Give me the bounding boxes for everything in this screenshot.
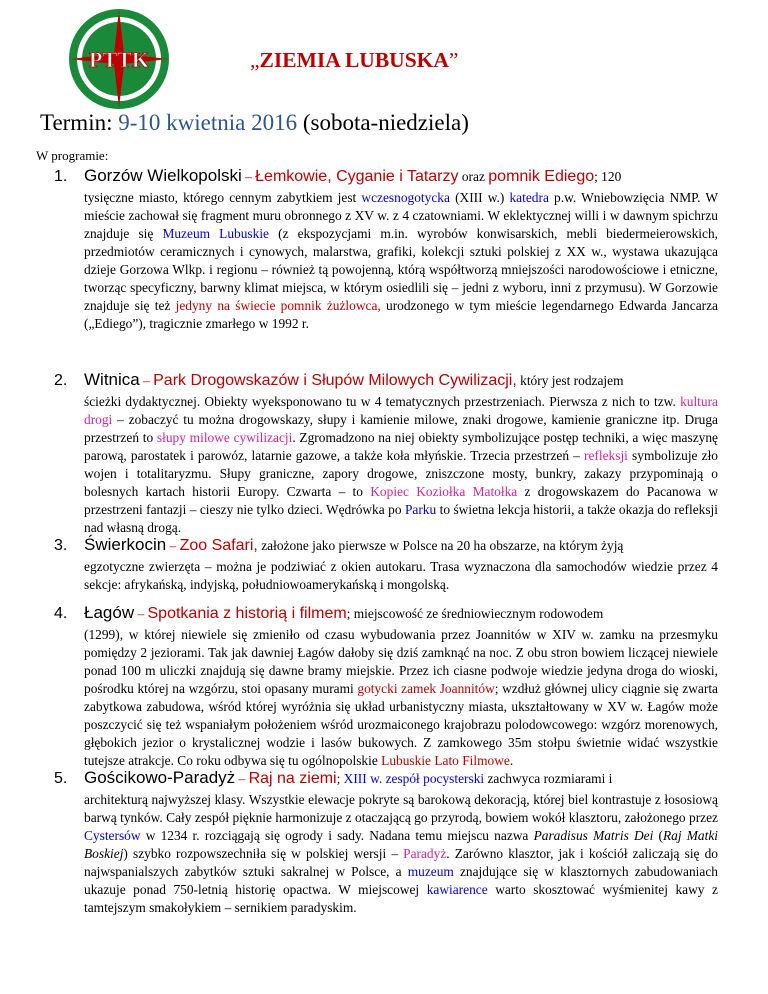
- item-text: z drogowskazem do Pacanowa w przestrzeni fantazji – cieszy nie tylko dzieci. Wędrówka po: [84, 484, 718, 517]
- item-text: (z ekspozycjami m.in. wyrobów konwisarskich, mebli biedermeierowskich, przedmiotów ceramicznych i cynowych, malarstwa, grafiki, kolekcji sztuki polskiej z XX w., wystawa ukazująca dzieje Gorzowa Wlkp. i regionu – również tą powojenną, którą współtworzą mniejszości narodowościowe i etniczne, tworząc specyficzny, barwny klimat miejsca, w którym osiedlili się – jedni z wyboru, inni z przymusu). W Gorzowie znajduje się też: [84, 226, 718, 313]
- item-link[interactable]: katedra: [509, 190, 549, 205]
- item-body: [84, 558, 718, 594]
- title-open-quote: „: [250, 48, 260, 72]
- item-number: 1.: [54, 168, 68, 185]
- item-text: .: [509, 753, 514, 768]
- item-body: [84, 626, 718, 770]
- item-highlight: Spotkania z historią i filmem: [147, 605, 347, 622]
- item-link[interactable]: kawiarence: [426, 882, 488, 897]
- item-body: [84, 393, 718, 537]
- item-text: architekturą najwyższej klasy. Wszystkie elewacje pokryte są barokową dekoracją, której biel kontrastuje z łososiową barwą tynków. Cały zespół pięknie harmonizuje z otaczającą go przyrodą, bowiem wokół klasztoru, założonego przez: [84, 792, 718, 825]
- item-highlight-2: pomnik Ediego: [488, 168, 595, 185]
- compass-w: W: [70, 57, 78, 64]
- item-highlight-end: założone jako pierwsze w Polsce na 20 ha obszarze, na którym żyją: [257, 538, 624, 553]
- item-link[interactable]: muzeum: [407, 864, 454, 879]
- title-text: ZIEMIA LUBUSKA: [259, 48, 449, 72]
- item-highlight: Raj na ziemi: [248, 770, 337, 787]
- item-text: ; wzdłuż głównej ulicy ciągnie się zwarta zabytkowa zabudowa, wśród której wyróżnia się układ urbanistyczny miasta, ukształtowany w XV w. Łagów może poszczycić się też wspaniałym położeniem wśród urozmaiconego krajobrazu polodowcowego: wzgórz morenowych, głębokich jezior o krystalicznej wodzie i lasów bukowych. Z zamkowego 35m stołpu świetnie widać wszystkie tutejsze atrakcje. Co roku odbywa się tu ogólnopolskie: [84, 681, 718, 768]
- item-emphasis: pomnik żużlowca,: [280, 298, 381, 313]
- termin-label: Termin:: [40, 110, 113, 135]
- item-emphasis: Kopiec Koziołka Matołka: [370, 484, 518, 499]
- list-item: [54, 535, 718, 594]
- item-name: Witnica: [84, 370, 140, 389]
- list-item: [54, 166, 718, 333]
- item-emphasis: gotycki zamek Joannitów: [357, 681, 495, 696]
- item-dash: –: [134, 606, 148, 621]
- item-text: warto skosztować wyśmienitej kawy z tamtejszym smakołykiem – sernikiem paradyskim.: [84, 882, 718, 915]
- compass-n: N: [116, 12, 122, 19]
- item-text: . Zgromadzono na niej obiekty symbolizujące postęp techniki, a więc maszynę parową, parostatek i parowóz, latarnie gazowe, a także koła młyńskie. Trzecia przestrzeń –: [84, 430, 718, 463]
- item-italic: Raj Matki Boskiej: [84, 828, 719, 861]
- item-text: to świetna lekcja historii, a także okazja do refleksji nad własną drogą.: [84, 502, 718, 535]
- title-close-quote: ”: [448, 48, 459, 72]
- item-emphasis: kultura drogi: [84, 394, 718, 427]
- item-link[interactable]: XIII w. zespół pocysterski: [343, 771, 485, 786]
- item-text: urodzonego w tym mieście legendarnego Edwarda Jancarza („Ediego”), tragicznie zmarłego w 1992 r.: [84, 298, 718, 331]
- item-number: 5.: [54, 770, 68, 787]
- item-number: 2.: [54, 372, 68, 389]
- item-dash: –: [139, 373, 154, 388]
- item-text: . Zarówno klasztor, jak i kościół zaliczają się do najwspanialszych zabytków sztuki sakralnej w Polsce, a: [84, 846, 718, 879]
- page-title: [250, 48, 458, 73]
- item-highlight-end: ; miejscowość ze średniowiecznym rodowodem: [346, 606, 604, 621]
- item-highlight: Łemkowie, Cyganie i Tatarzy: [255, 168, 459, 185]
- program-intro: W programie:: [36, 148, 109, 163]
- item-link[interactable]: Muzeum Lubuskie: [162, 226, 269, 241]
- item-name: Gościkowo-Paradyż: [84, 768, 236, 787]
- item-text: symbolizuje zło wojen i totalitaryzmu. Słupy graniczne, zapory drogowe, zniszczone mosty, bunkry, zakazy przypominają o bolesnych kartach historii Europy. Czwarta – to: [84, 448, 718, 499]
- item-highlight-end: który jest rodzajem: [516, 373, 624, 388]
- item-link[interactable]: Parku: [404, 502, 437, 517]
- item-highlight-end: zachwyca rozmiarami i: [484, 771, 613, 786]
- item-emphasis: refleksji: [584, 448, 628, 463]
- item-link[interactable]: wczesnogotycka: [361, 190, 450, 205]
- termin-line: [40, 110, 469, 136]
- item-emphasis: Lubuskie Lato Filmowe: [381, 753, 510, 768]
- item-name: Łagów: [84, 603, 135, 622]
- item-highlight-mid: oraz: [458, 169, 489, 184]
- item-body: [84, 791, 718, 917]
- item-dash: –: [166, 538, 180, 553]
- item-text: ścieżki dydaktycznej. Obiekty wyeksponowano tu w 4 tematycznych przestrzeniach. Pierwsza z nich to tzw.: [84, 394, 681, 409]
- termin-days: (sobota-niedziela): [302, 110, 469, 135]
- item-text: ) szybko rozpowszechniła się w polskiej wersji –: [123, 846, 404, 861]
- item-text: (: [653, 828, 663, 843]
- item-text: (1299), w której niewiele się zmieniło od czasu wybudowania przez Joannitów w XIV w. zamku na przesmyku pomiędzy 2 jeziorami. Tak jak dawniej Łagów dałoby się dziś zamknąć na noc. Z obu stron bowiem liczącej niewiele ponad 100 m uliczki znajdują się dawne bramy miejskie. Przez ich ciasne podwoje wiedzie jedyna droga do wioski, pośrodku której na wzgórzu, stoi opasany murami: [84, 627, 718, 696]
- item-text: egzotyczne zwierzęta – można je podziwiać z okien autokaru. Trasa wyznaczona dla samochodów wiedzie przez 4 sekcje: afrykańską, indyjską, południowoamerykańską i mongolską.: [84, 559, 718, 592]
- item-text: p.w. Wniebowzięcia NMP. W mieście zachował się fragment muru obronnego z XV w. z 4 czatowniami. W eklektycznej willi i w dawnym spichrzu znajduje się: [84, 190, 718, 241]
- item-text: tysięczne miasto, którego cennym zabytkiem jest: [84, 190, 362, 205]
- item-text: znajdujące się w klasztornych zabudowaniach ukazuje ponad 750-letnią historię opactwa. W miejscowej: [84, 864, 718, 897]
- item-number: 4.: [54, 605, 68, 622]
- item-dash: –: [241, 169, 256, 184]
- item-highlight-end: ; 120: [594, 169, 622, 184]
- item-emphasis: Paradyż: [403, 846, 447, 861]
- item-highlight: Park Drogowskazów i Słupów Milowych Cywilizacji,: [153, 372, 517, 389]
- list-item: [54, 768, 719, 917]
- item-name: Gorzów Wielkopolski: [84, 166, 242, 185]
- item-body: [84, 189, 718, 333]
- item-link[interactable]: Cystersów: [84, 828, 141, 843]
- item-dash: –: [235, 771, 249, 786]
- item-text: w 1234 r. rozciągają się ogrody i sady. Nadana temu miejscu nazwa: [140, 828, 534, 843]
- item-name: Świerkocin: [84, 535, 167, 554]
- item-text: – zobaczyć tu można drogowskazy, słupy i kamienie milowe, znaki drogowe, kamienie graniczne itp. Druga przestrzeń to: [84, 412, 718, 445]
- item-number: 3.: [54, 537, 68, 554]
- logo-letters: PTTK: [89, 47, 149, 72]
- item-italic: Paradisus Matris Dei: [533, 828, 654, 843]
- item-emphasis: słupy milowe cywilizacji: [156, 430, 293, 445]
- item-highlight-mid: ;: [336, 771, 344, 786]
- item-emphasis: jedyny na świecie: [175, 298, 276, 313]
- item-highlight: Zoo Safari,: [179, 537, 258, 554]
- compass-e: E: [161, 57, 167, 64]
- item-text: (XIII w.): [449, 190, 510, 205]
- list-item: [54, 603, 718, 770]
- termin-dates: 9-10 kwietnia 2016: [118, 110, 298, 135]
- compass-s: S: [116, 102, 122, 109]
- pttk-logo: [66, 6, 172, 112]
- list-item: [54, 370, 718, 537]
